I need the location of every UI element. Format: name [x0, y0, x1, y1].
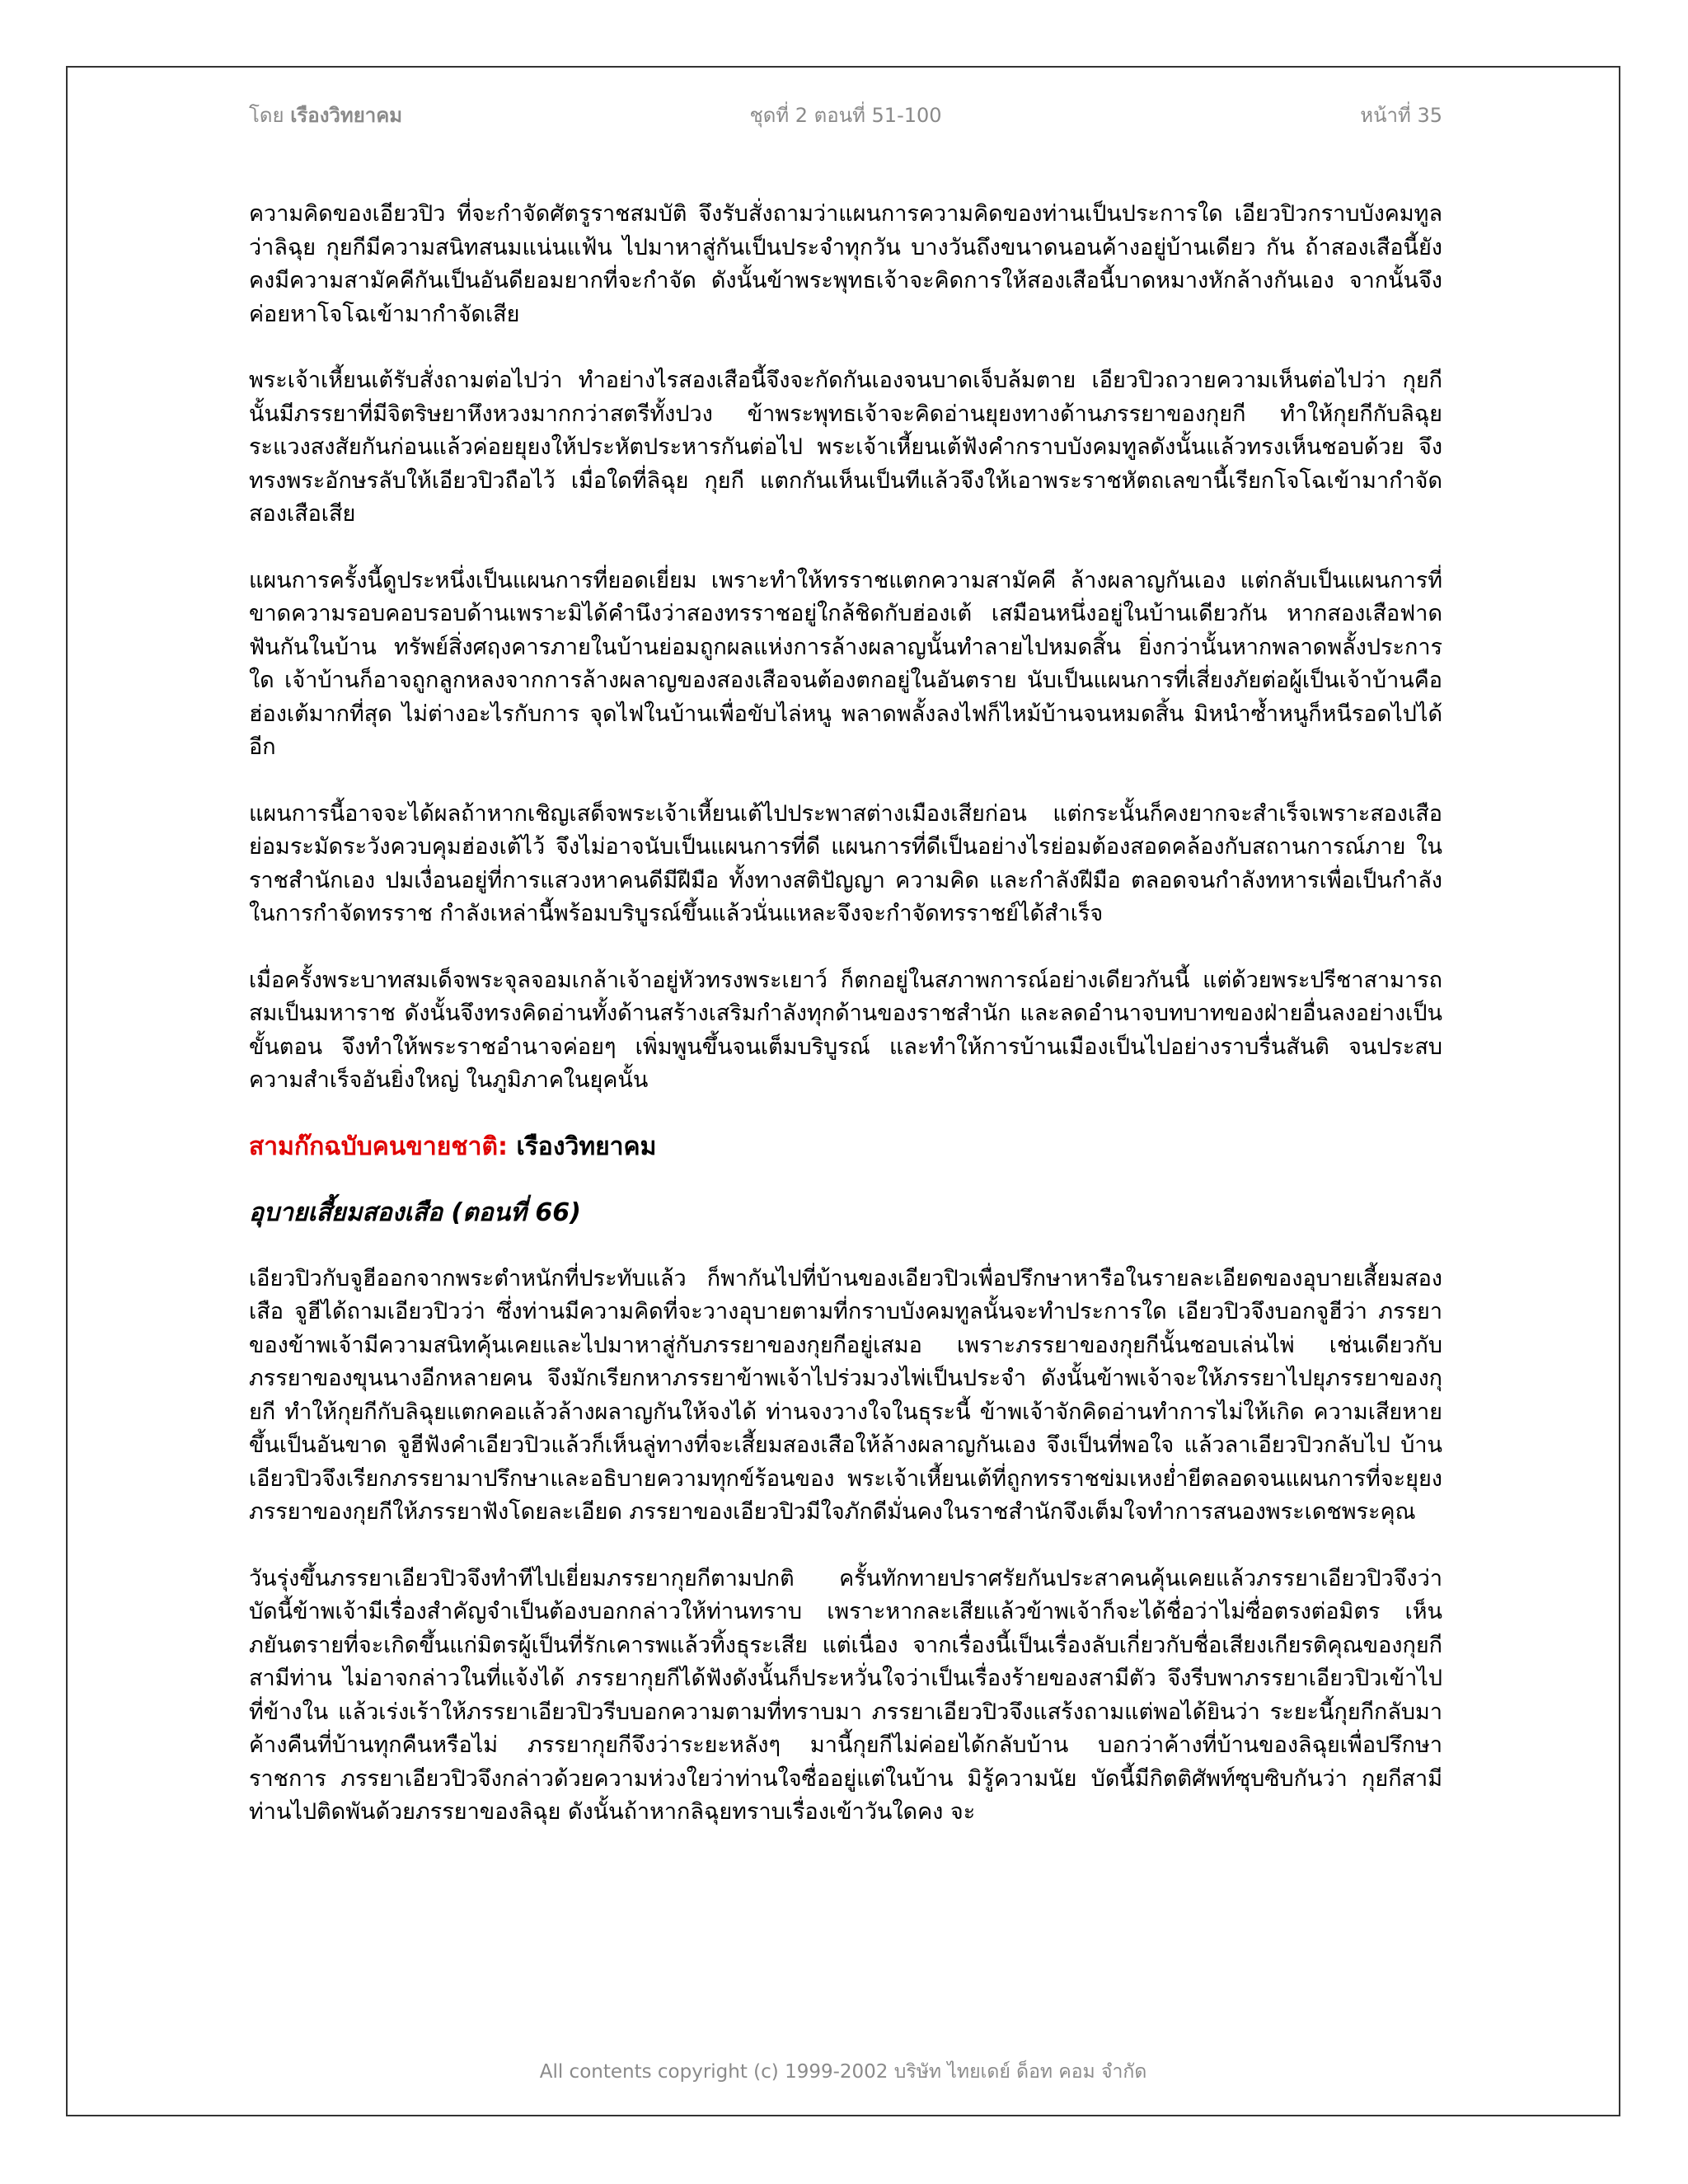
- paragraph-6: เอียวปิวกับจูฮีออกจากพระตำหนักที่ประทับแล้ว ก็พากันไปที่บ้านของเอียวปิวเพื่อปรึกษาหารือในรายละเอียดของอุบายเสี้ยมสองเสือ จูฮีได้ถามเอียวปิวว่า ซึ่งท่านมีความคิดที่จะวางอุบายตามที่กราบบังคมทูลนั้นจะทำประการใด เอียวปิวจึงบอกจูฮีว่า ภรรยาของข้าพเจ้ามีความสนิทคุ้นเคยและไปมาหาสู่กับภรรยาของกุยกีอยู่เสมอ เพราะภรรยาของกุยกีนั้นชอบเล่นไพ่ เช่นเดียวกับภรรยาของขุนนางอีกหลายคน จึงมักเรียกหาภรรยาข้าพเจ้าไปร่วมวงไพ่เป็นประจำ ดังนั้นข้าพเจ้าจะให้ภรรยาไปยุภรรยาของกุยกี ทำให้กุยกีกับลิฉุยแตกคอแล้วล้างผลาญกันให้จงได้ ท่านจงวางใจในธุระนี้ ข้าพเจ้าจักคิดอ่านทำการไม่ให้เกิด ความเสียหายขึ้นเป็นอันขาด จูฮีฟังคำเอียวปิวแล้วก็เห็นลู่ทางที่จะเสี้ยมสองเสือให้ล้างผลาญกันเอง จึงเป็นที่พอใจ แล้วลาเอียวปิวกลับไป บ้านเอียวปิวจึงเรียกภรรยามาปรึกษาและอธิบายความทุกข์ร้อนของ พระเจ้าเหี้ยนเต้ที่ถูกทรราชข่มเหงย่ำยีตลอดจนแผนการที่จะยุยง ภรรยาของกุยกีให้ภรรยาฟังโดยละเอียด ภรรยาของเอียวปิวมีใจภักดีมั่นคงในราชสำนักจึงเต็มใจทำการสนองพระเดชพระคุณ: [249, 1265, 1442, 1525]
- copyright-footer: All contents copyright (c) 1999-2002 บริษัท ไทยเดย์ ด็อท คอม จำกัด: [539, 2061, 1147, 2083]
- section-title: [249, 1131, 1442, 1164]
- page-header: [249, 99, 1442, 132]
- episode-title: อุบายเสี้ยมสองเสือ (ตอนที่ 66): [249, 1197, 581, 1227]
- paragraph-2: พระเจ้าเหี้ยนเต้รับสั่งถามต่อไปว่า ทำอย่างไรสองเสือนี้จึงจะกัดกันเองจนบาดเจ็บล้มตาย เอียวปิวถวายความเห็นต่อไปว่า กุยกีนั้นมีภรรยาที่มีจิตริษยาหึงหวงมากกว่าสตรีทั้งปวง ข้าพระพุทธเจ้าจะคิดอ่านยุยงทางด้านภรรยาของกุยกี ทำให้กุยกีกับลิฉุยระแวงสงสัยกันก่อนแล้วค่อยยุยงให้ประหัตประหารกันต่อไป พระเจ้าเหี้ยนเต้ฟังคำกราบบังคมทูลดังนั้นแล้วทรงเห็นชอบด้วย จึงทรงพระอักษรลับให้เอียวปิวถือไว้ เมื่อใดที่ลิฉุย กุยกี แตกกันเห็นเป็นทีแล้วจึงให้เอาพระราชหัตถเลขานี้เรียกโจโฉเข้ามากำจัดสองเสือเสีย: [249, 368, 1442, 527]
- header-by-label: โดย: [249, 104, 284, 127]
- paragraph-5: เมื่อครั้งพระบาทสมเด็จพระจุลจอมเกล้าเจ้าอยู่หัวทรงพระเยาว์ ก็ตกอยู่ในสภาพการณ์อย่างเดียวกันนี้ แต่ด้วยพระปรีชาสามารถสมเป็นมหาราช ดังนั้นจึงทรงคิดอ่านทั้งด้านสร้างเสริมกำลังทุกด้านของราชสำนัก และลดอำนาจบทบาทของฝ่ายอื่นลงอย่างเป็นขั้นตอน จึงทำให้พระราชอำนาจค่อยๆ เพิ่มพูนขึ้นจนเต็มบริบูรณ์ และทำให้การบ้านเมืองเป็นไปอย่างราบรื่นสันติ จนประสบความสำเร็จอันยิ่งใหญ่ ในภูมิภาคในยุคนั้น: [249, 967, 1442, 1093]
- header-page-number: หน้าที่ 35: [1360, 104, 1442, 127]
- header-series: ชุดที่ 2 ตอนที่ 51-100: [749, 104, 942, 127]
- page-content: [249, 198, 1442, 1863]
- paragraph-7: วันรุ่งขึ้นภรรยาเอียวปิวจึงทำทีไปเยี่ยมภรรยากุยกีตามปกติ ครั้นทักทายปราศรัยกันประสาคนคุ้นเคยแล้วภรรยาเอียวปิวจึงว่า บัดนี้ข้าพเจ้ามีเรื่องสำคัญจำเป็นต้องบอกกล่าวให้ท่านทราบ เพราะหากละเสียแล้วข้าพเจ้าก็จะได้ชื่อว่าไม่ซื่อตรงต่อมิตร เห็นภยันตรายที่จะเกิดขึ้นแก่มิตรผู้เป็นที่รักเคารพแล้วทิ้งธุระเสีย แต่เนื่อง จากเรื่องนี้เป็นเรื่องลับเกี่ยวกับชื่อเสียงเกียรติคุณของกุยกีสามีท่าน ไม่อาจกล่าวในที่แจ้งได้ ภรรยากุยกีได้ฟังดังนั้นก็ประหวั่นใจว่าเป็นเรื่องร้ายของสามีตัว จึงรีบพาภรรยาเอียวปิวเข้าไปที่ข้างใน แล้วเร่งเร้าให้ภรรยาเอียวปิวรีบบอกความตามที่ทราบมา ภรรยาเอียวปิวจึงแสร้งถามแต่พอได้ยินว่า ระยะนี้กุยกีกลับมาค้างคืนที่บ้านทุกคืนหรือไม่ ภรรยากุยกีจึงว่าระยะหลังๆ มานี้กุยกีไม่ค่อยได้กลับบ้าน บอกว่าค้างที่บ้านของลิฉุยเพื่อปรึกษาราชการ ภรรยาเอียวปิวจึงกล่าวด้วยความห่วงใยว่าท่านใจซื่ออยู่แต่ในบ้าน มิรู้ความนัย บัดนี้มีกิตติศัพท์ซุบซิบกันว่า กุยกีสามีท่านไปติดพันด้วยภรรยาของลิฉุย ดังนั้นถ้าหากลิฉุยทราบเรื่องเข้าวันใดคง จะ: [249, 1565, 1442, 1825]
- header-author-name: เรืองวิทยาคม: [290, 104, 403, 127]
- section-title-series: สามก๊กฉบับคนขายชาติ:: [249, 1132, 508, 1161]
- paragraph-1: ความคิดของเอียวปิว ที่จะกำจัดศัตรูราชสมบัติ จึงรับสั่งถามว่าแผนการความคิดของท่านเป็นประการใด เอียวปิวกราบบังคมทูลว่าลิฉุย กุยกีมีความสนิทสนมแน่นแฟ้น ไปมาหาสู่กันเป็นประจำทุกวัน บางวันถึงขนาดนอนค้างอยู่บ้านเดียว กัน ถ้าสองเสือนี้ยังคงมีความสามัคคีกันเป็นอันดียอมยากที่จะกำจัด ดังนั้นข้าพระพุทธเจ้าจะคิดการให้สองเสือนี้บาดหมางหักล้างกันเอง จากนั้นจึงค่อยหาโจโฉเข้ามากำจัดเสีย: [249, 201, 1442, 327]
- section-title-author: เรืองวิทยาคม: [516, 1132, 657, 1161]
- paragraph-3: แผนการครั้งนี้ดูประหนึ่งเป็นแผนการที่ยอดเยี่ยม เพราะทำให้ทรราชแตกความสามัคคี ล้างผลาญกันเอง แต่กลับเป็นแผนการที่ขาดความรอบคอบรอบด้านเพราะมิได้คำนึงว่าสองทรราชอยู่ใกล้ชิดกับฮ่องเต้ เสมือนหนึ่งอยู่ในบ้านเดียวกัน หากสองเสือฟาดฟันกันในบ้าน ทรัพย์สิ่งศฤงคารภายในบ้านย่อมถูกผลแห่งการล้างผลาญนั้นทำลายไปหมดสิ้น ยิ่งกว่านั้นหากพลาดพลั้งประการใด เจ้าบ้านก็อาจถูกลูกหลงจากการล้างผลาญของสองเสือจนต้องตกอยู่ในอันตราย นับเป็นแผนการที่เสี่ยงภัยต่อผู้เป็นเจ้าบ้านคือฮ่องเต้มากที่สุด ไม่ต่างอะไรกับการ จุดไฟในบ้านเพื่อขับไล่หนู พลาดพลั้งลงไฟก็ไหม้บ้านจนหมดสิ้น มิหนำซ้ำหนูก็หนีรอดไปได้อีก: [249, 567, 1442, 760]
- paragraph-4: แผนการนี้อาจจะได้ผลถ้าหากเชิญเสด็จพระเจ้าเหี้ยนเต้ไปประพาสต่างเมืองเสียก่อน แต่กระนั้นก็คงยากจะสำเร็จเพราะสองเสือ ย่อมระมัดระวังควบคุมฮ่องเต้ไว้ จึงไม่อาจนับเป็นแผนการที่ดี แผนการที่ดีเป็นอย่างไรย่อมต้องสอดคล้องกับสถานการณ์ภาย ในราชสำนักเอง ปมเงื่อนอยู่ที่การแสวงหาคนดีมีฝีมือ ทั้งทางสติปัญญา ความคิด และกำลังฝีมือ ตลอดจนกำลังทหารเพื่อเป็นกำลังในการกำจัดทรราช กำลังเหล่านี้พร้อมบริบูรณ์ขึ้นแล้วนั่นแหละจึงจะกำจัดทรราชย์ได้สำเร็จ: [249, 800, 1442, 926]
